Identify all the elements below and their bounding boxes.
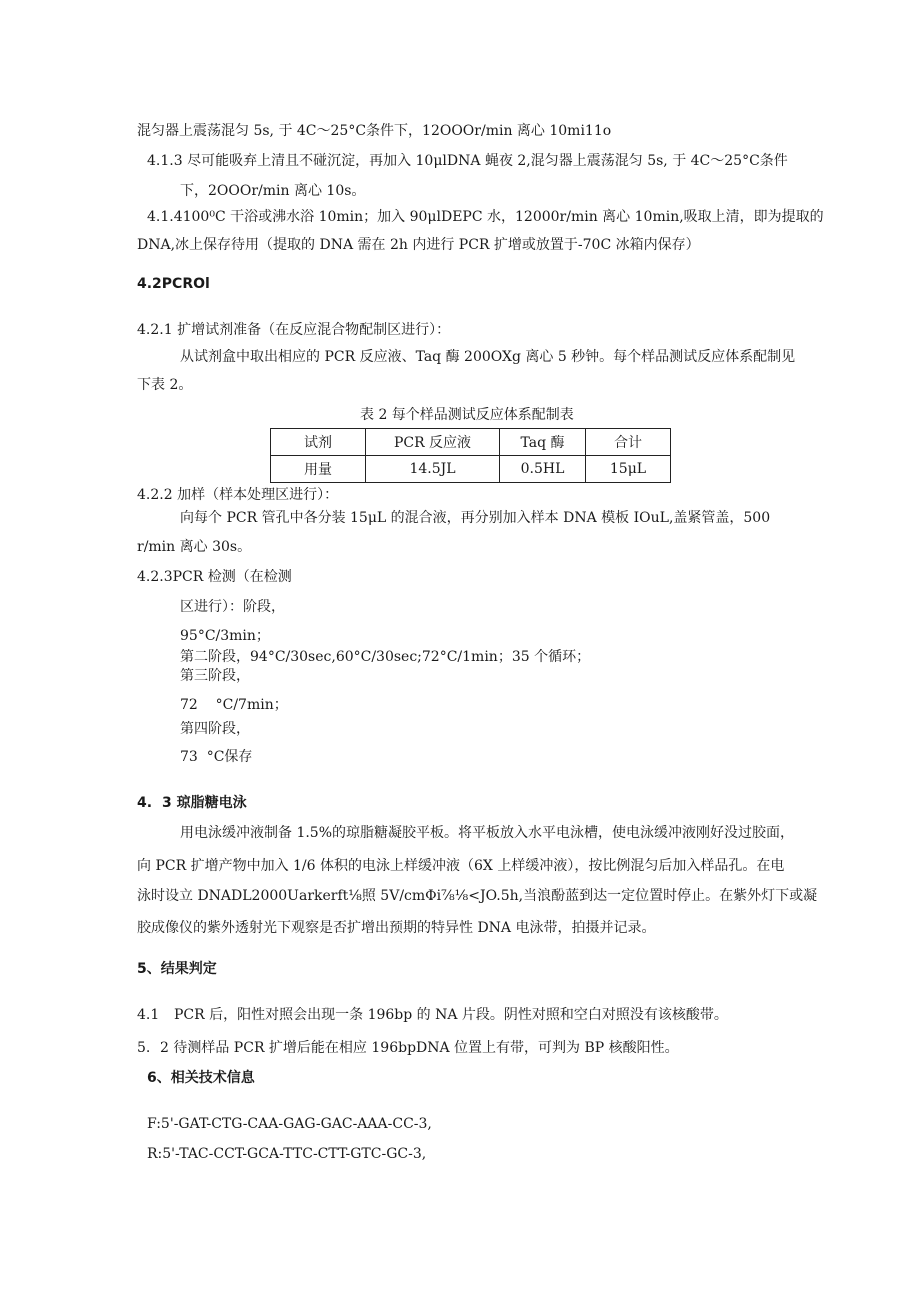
text-line: 73 °C保存: [180, 749, 253, 765]
text-line: 72 °C/7min；: [180, 697, 288, 713]
text-line: DNA,冰上保存待用（提取的 DNA 需在 2h 内进行 PCR 扩增或放置于-70C 冰箱内保存）: [137, 237, 700, 253]
text-line: 区进行）：阶段，: [180, 599, 285, 615]
section-heading-5: 5、结果判定: [137, 961, 217, 977]
text-line: 下表 2。: [137, 377, 193, 393]
text-line: 第二阶段，94°C/30sec,60°C/30sec;72°C/1min；35 个循环；: [180, 649, 591, 665]
text-line: 向每个 PCR 管孔中各分装 15μL 的混合液，再分别加入样本 DNA 模板 IOuL,盖紧管盖，500: [180, 510, 771, 526]
text-line: r/min 离心 30s。: [137, 539, 252, 555]
step-4-1-3: 4.1.3 尽可能吸弃上清且不碰沉淀，再加入 10μlDNA 蝇夜 2,混匀器上震荡混匀 5s, 于 4C～25°C条件: [147, 153, 788, 169]
item-number: 5.: [137, 1040, 151, 1056]
text-line: 下，2OOOr/min 离心 10s。: [180, 183, 366, 199]
section-heading-4-2: 4.2PCROl: [137, 276, 210, 292]
text-line: 混匀器上震荡混匀 5s, 于 4C～25°C条件下，12OOOr/min 离心 10mi11o: [137, 123, 612, 139]
table-cell: 用量: [271, 456, 366, 483]
text-line: 第三阶段，: [180, 668, 250, 684]
text-line: 向 PCR 扩增产物中加入 1/6 体积的电泳上样缓冲液（6X 上样缓冲液），按比例混匀后加入样品孔。在电: [137, 858, 785, 874]
item-number: 4.1: [137, 1007, 160, 1023]
section-heading-4-3: 3 琼脂糖电泳: [162, 795, 247, 811]
primer-forward: F:5'-GAT-CTG-CAA-GAG-GAC-AAA-CC-3,: [147, 1116, 432, 1132]
text-line: 第四阶段，: [180, 721, 250, 737]
text-line: 2 待测样品 PCR 扩增后能在相应 196bpDNA 位置上有带，可判为 BP 核酸阳性。: [160, 1040, 679, 1056]
table-cell: 15μL: [586, 456, 671, 483]
section-heading-6: 6、相关技术信息: [147, 1070, 255, 1086]
step-4-1-4: 4.1.4100⁰C 干浴或沸水浴 10min；加入 90μlDEPC 水，12000r/min 离心 10min,吸取上清，即为提取的: [147, 209, 824, 225]
table-cell: 0.5HL: [500, 456, 586, 483]
text-line: 泳时设立 DNADL2000Uarkerft⅛照 5V/cmΦi⅞⅛<JO.5h,当浪酚蓝到达一定位置时停止。在紫外灯下或凝: [137, 888, 818, 904]
table-header-cell: PCR 反应液: [366, 429, 500, 456]
table-cell: 14.5JL: [366, 456, 500, 483]
table-header-cell: 合计: [586, 429, 671, 456]
text-line: 95°C/3min；: [180, 628, 270, 644]
text-line: 用电泳缓冲液制备 1.5%的琼脂糖凝胶平板。将平板放入水平电泳槽，使电泳缓冲液刚好没过胶面，: [180, 825, 795, 841]
section-number-4-3: 4.: [137, 795, 153, 811]
table-header-row: [271, 429, 671, 456]
table-header-cell: 试剂: [271, 429, 366, 456]
step-4-2-1: 4.2.1 扩增试剂准备（在反应混合物配制区进行）：: [137, 322, 451, 338]
table-caption: 表 2 每个样品测试反应体系配制表: [360, 407, 574, 423]
step-4-2-2: 4.2.2 加样（样本处理区进行）：: [137, 487, 339, 503]
reagent-table: [270, 428, 671, 483]
primer-reverse: R:5'-TAC-CCT-GCA-TTC-CTT-GTC-GC-3,: [147, 1146, 427, 1162]
text-line: 胶成像仪的紫外透射光下观察是否扩增出预期的特异性 DNA 电泳带，拍摄并记录。: [137, 920, 656, 936]
table-header-cell: Taq 酶: [500, 429, 586, 456]
text-line: PCR 后，阳性对照会出现一条 196bp 的 NA 片段。阴性对照和空白对照没有该核酸带。: [174, 1007, 728, 1023]
text-line: 从试剂盒中取出相应的 PCR 反应液、Taq 酶 200OXg 离心 5 秒钟。每个样品测试反应体系配制见: [180, 349, 796, 365]
table-row: [271, 456, 671, 483]
step-4-2-3: 4.2.3PCR 检测（在检测: [137, 569, 292, 585]
